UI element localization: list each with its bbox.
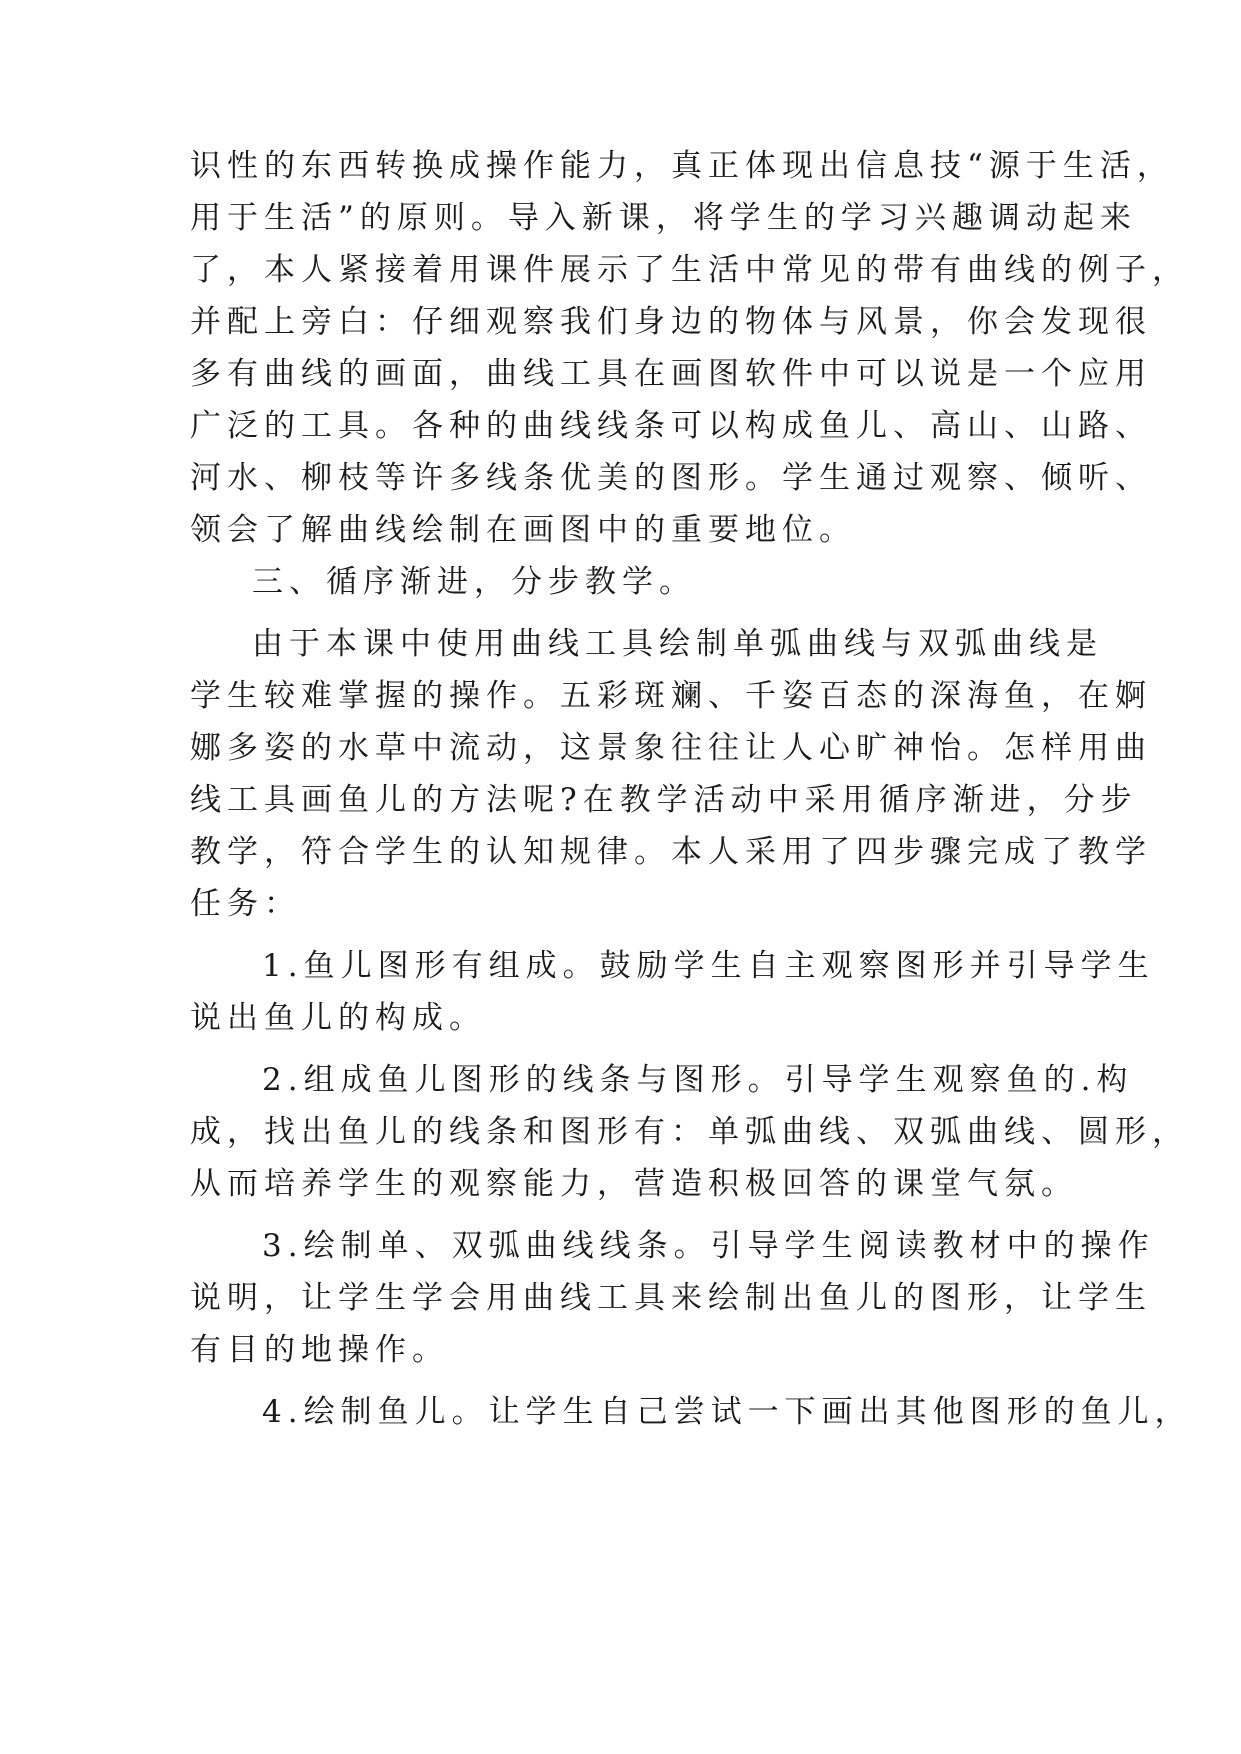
list-item-3: 3.绘制单、双弧曲线线条。引导学生阅读教材中的操作 (262, 1228, 1155, 1264)
section-heading: 三、循序渐进，分步教学。 (252, 564, 696, 600)
text-line: 从而培养学生的观察能力，营造积极回答的课堂气氛。 (190, 1166, 1078, 1202)
text-line: 多有曲线的画面，曲线工具在画图软件中可以说是一个应用 (190, 356, 1152, 392)
list-item-1: 1.鱼儿图形有组成。鼓励学生自主观察图形并引导学生 (262, 948, 1155, 984)
text-line: 用于生活”的原则。导入新课，将学生的学习兴趣调动起来 (190, 200, 1137, 236)
text-line: 广泛的工具。各种的曲线线条可以构成鱼儿、高山、山路、 (190, 408, 1152, 444)
text-line: 领会了解曲线绘制在画图中的重要地位。 (190, 512, 856, 548)
text-line: 成，找出鱼儿的线条和图形有：单弧曲线、双弧曲线、圆形， (190, 1114, 1189, 1150)
text-line: 了，本人紧接着用课件展示了生活中常见的带有曲线的例子， (190, 252, 1189, 288)
text-line: 任务： (190, 886, 301, 922)
text-line: 河水、柳枝等许多线条优美的图形。学生通过观察、倾听、 (190, 460, 1152, 496)
body-text (190, 140, 1192, 1438)
text-line: 说明，让学生学会用曲线工具来绘制出鱼儿的图形，让学生 (190, 1280, 1152, 1316)
text-line: 线工具画鱼儿的方法呢?在教学活动中采用循序渐进，分步 (190, 782, 1138, 818)
text-line: 识性的东西转换成操作能力，真正体现出信息技“源于生活， (190, 148, 1174, 184)
text-line: 由于本课中使用曲线工具绘制单弧曲线与双弧曲线是 (252, 626, 1103, 662)
text-line: 教学，符合学生的认知规律。本人采用了四步骤完成了教学 (190, 834, 1152, 870)
text-line: 学生较难掌握的操作。五彩斑斓、千姿百态的深海鱼，在婀 (190, 678, 1152, 714)
text-line: 说出鱼儿的构成。 (190, 1000, 486, 1036)
list-item-2: 2.组成鱼儿图形的线条与图形。引导学生观察鱼的.构 (262, 1062, 1134, 1098)
text-line: 娜多姿的水草中流动，这景象往往让人心旷神怡。怎样用曲 (190, 730, 1152, 766)
text-line: 有目的地操作。 (190, 1332, 449, 1368)
list-item-4: 4.绘制鱼儿。让学生自己尝试一下画出其他图形的鱼儿， (262, 1394, 1192, 1430)
text-line: 并配上旁白：仔细观察我们身边的物体与风景，你会发现很 (190, 304, 1152, 340)
